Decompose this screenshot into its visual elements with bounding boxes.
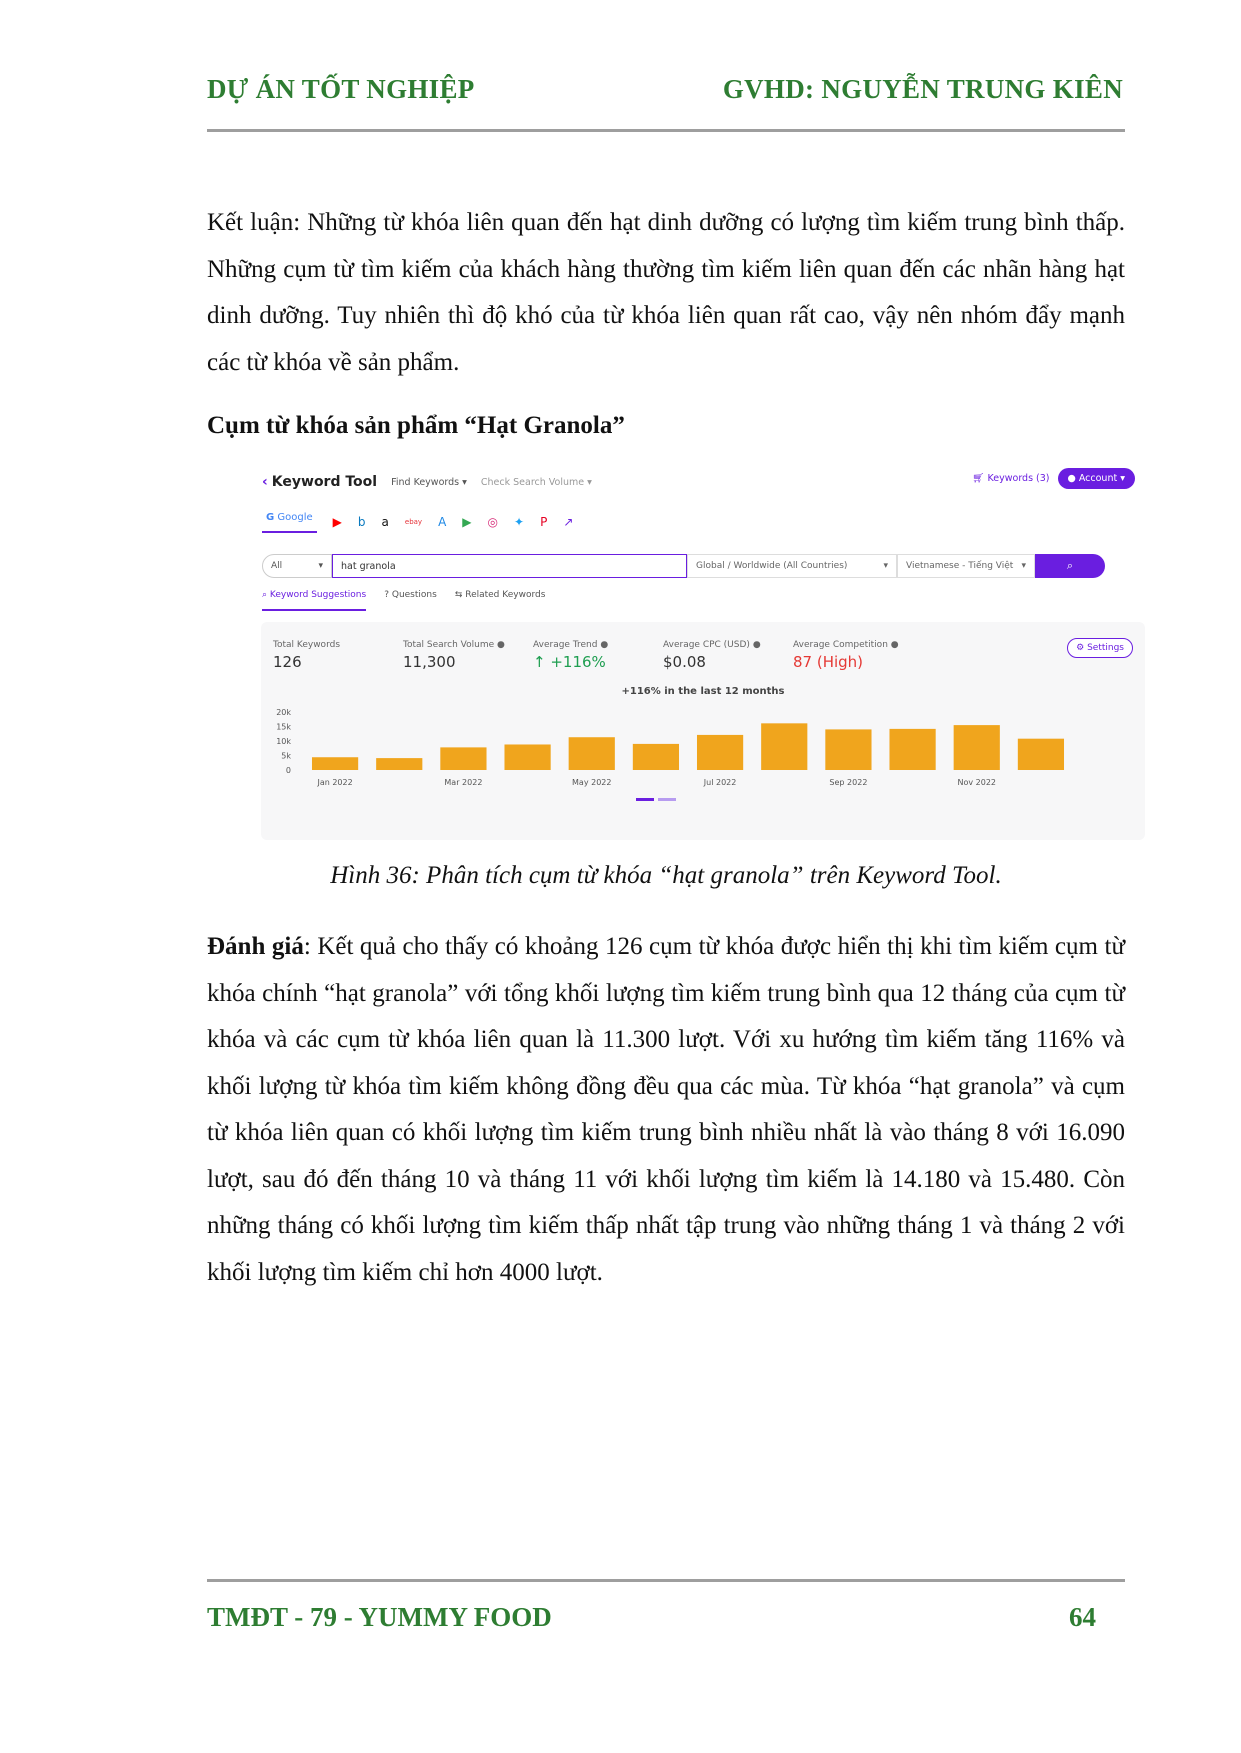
ebay-icon[interactable]: ebay xyxy=(404,517,423,526)
carousel-dot[interactable] xyxy=(658,798,676,801)
keywords-cart-label: Keywords (3) xyxy=(987,473,1050,484)
footer-left: TMĐT - 79 - YUMMY FOOD xyxy=(207,1602,552,1632)
metric-average-cpc xyxy=(663,640,761,671)
metric-label xyxy=(663,640,761,650)
check-search-volume-menu[interactable]: Check Search Volume ▾ xyxy=(480,476,592,488)
account-button[interactable] xyxy=(1058,468,1135,489)
metric-label xyxy=(533,640,608,650)
metric-value: ↑ +116% xyxy=(533,653,606,671)
settings-button[interactable]: ⚙ Settings xyxy=(1067,638,1133,658)
carousel-dots xyxy=(636,798,676,801)
caret-down-icon: ▾ xyxy=(1021,561,1026,571)
kt-topbar-right xyxy=(972,468,1135,489)
kt-logo-text: Keyword Tool xyxy=(271,474,378,490)
x-tick-label: Jan 2022 xyxy=(317,778,353,787)
bar-aug-2022[interactable] xyxy=(761,723,807,770)
x-tick-label: May 2022 xyxy=(572,778,612,787)
bar-apr-2022[interactable] xyxy=(504,744,550,770)
search-bar xyxy=(262,554,1145,578)
evaluation-text: : Kết quả cho thấy có khoảng 126 cụm từ khóa được hiển thị khi tìm kiếm cụm từ khóa chính “hạt granola” với tổng khối lượng tìm kiếm trung bình qua 12 tháng của cụm từ khóa và các cụm từ khóa liên quan là 11.300 lượt. Với xu hướng tìm kiếm tăng 116% và khối lượng từ khóa tìm kiếm không đồng đều qua các mùa. Từ khóa “hạt granola” và cụm từ khóa liên quan có khối lượng tìm kiếm trung bình nhiều nhất là vào tháng 8 với 16.090 lượt, sau đó đến tháng 10 và tháng 11 với khối lượng tìm kiếm là 14.180 và 15.480. Còn những tháng có khối lượng tìm kiếm thấp nhất tập trung vào những tháng 1 và tháng 2 với khối lượng tìm kiếm chỉ hơn 4000 lượt. xyxy=(207,933,1125,1286)
metric-label-text: Total Search Volume xyxy=(403,640,495,650)
bing-icon[interactable]: b xyxy=(357,514,366,529)
bar-jun-2022[interactable] xyxy=(633,744,679,770)
youtube-icon[interactable]: ▶ xyxy=(332,514,342,529)
search-scope-value: All xyxy=(271,561,283,571)
metric-label: Total Keywords xyxy=(273,640,341,650)
question-icon: ? xyxy=(384,590,392,600)
user-icon: ● xyxy=(1067,473,1079,484)
metric-label-text: Average CPC (USD) xyxy=(663,640,750,650)
info-icon: ● xyxy=(890,640,899,650)
evaluation-paragraph xyxy=(207,924,1125,1296)
section-heading: Cụm từ khóa sản phẩm “Hạt Granola” xyxy=(207,412,625,439)
trend-note: +116% in the last 12 months xyxy=(621,686,785,697)
tab-related-keywords[interactable] xyxy=(455,590,546,611)
language-select[interactable] xyxy=(897,554,1035,578)
metric-total-search-volume xyxy=(403,640,505,671)
bar-dec-2022[interactable] xyxy=(1018,739,1064,770)
bar-may-2022[interactable] xyxy=(569,737,615,770)
tab-questions-label: Questions xyxy=(391,590,437,600)
account-label: Account ▾ xyxy=(1078,473,1125,484)
find-keywords-menu[interactable]: Find Keywords ▾ xyxy=(391,476,467,488)
keywords-cart-link[interactable] xyxy=(972,473,1049,484)
info-icon: ● xyxy=(600,640,609,650)
metric-value: 87 (High) xyxy=(793,653,864,671)
metric-label xyxy=(403,640,505,650)
bar-jan-2022[interactable] xyxy=(312,757,358,770)
kt-logo[interactable] xyxy=(262,474,377,490)
result-tabs xyxy=(262,590,545,611)
metric-value: 11,300 xyxy=(403,653,456,671)
instagram-icon[interactable]: ◎ xyxy=(487,514,499,529)
search-scope-select[interactable] xyxy=(262,554,332,578)
metric-value: $0.08 xyxy=(663,653,706,671)
metrics-panel xyxy=(261,622,1145,840)
cart-icon: 🛒︎ xyxy=(972,473,988,484)
tab-keyword-suggestions[interactable] xyxy=(262,590,366,611)
kt-topbar xyxy=(262,474,592,490)
metric-average-competition xyxy=(793,640,899,671)
caret-down-icon: ▾ xyxy=(318,561,323,571)
bar-sep-2022[interactable] xyxy=(825,729,871,770)
related-icon: ⇆ xyxy=(454,590,466,600)
trends-icon[interactable]: ↗ xyxy=(563,514,574,529)
x-tick-label: Nov 2022 xyxy=(957,778,997,787)
search-icon: ⌕ xyxy=(1066,559,1074,572)
bar-mar-2022[interactable] xyxy=(440,747,486,770)
search-button[interactable] xyxy=(1035,554,1105,578)
search-input[interactable]: hat granola xyxy=(332,554,687,578)
page-number: 64 xyxy=(1069,1602,1096,1632)
bar-nov-2022[interactable] xyxy=(954,725,1000,770)
x-tick-label: Sep 2022 xyxy=(829,778,868,787)
header-rule xyxy=(207,129,1125,132)
metric-total-keywords xyxy=(273,640,340,671)
amazon-icon[interactable]: a xyxy=(381,514,389,529)
tab-questions[interactable] xyxy=(384,590,437,611)
pinterest-icon[interactable]: P xyxy=(540,514,548,529)
info-icon: ● xyxy=(752,640,761,650)
language-value: Vietnamese - Tiếng Việt xyxy=(906,561,1014,571)
bar-jul-2022[interactable] xyxy=(697,735,743,770)
y-tick-label: 15k xyxy=(276,722,291,732)
google-icon: G xyxy=(266,512,275,523)
info-icon: ● xyxy=(497,640,505,650)
metric-label-text: Average Trend xyxy=(533,640,598,650)
header-project-title: DỰ ÁN TỐT NGHIỆP xyxy=(207,74,475,104)
bar-feb-2022[interactable] xyxy=(376,758,422,770)
y-tick-label: 5k xyxy=(281,751,291,761)
search-volume-chart xyxy=(261,692,1145,802)
header-advisor: GVHD: NGUYỄN TRUNG KIÊN xyxy=(722,74,1123,104)
x-tick-label: Mar 2022 xyxy=(444,778,483,787)
metric-value: 126 xyxy=(273,653,302,671)
y-tick-label: 10k xyxy=(276,737,291,746)
twitter-icon[interactable]: ✦ xyxy=(514,514,525,529)
y-tick-label: 0 xyxy=(285,766,291,775)
platform-google[interactable] xyxy=(262,510,317,533)
kt-logo-icon: ‹ xyxy=(262,474,268,490)
metric-average-trend xyxy=(533,640,608,671)
bar-oct-2022[interactable] xyxy=(889,729,935,770)
carousel-dot-active[interactable] xyxy=(636,798,654,801)
keyword-tool-screenshot xyxy=(207,462,1145,849)
app-store-icon[interactable]: A xyxy=(438,514,447,529)
conclusion-paragraph: Kết luận: Những từ khóa liên quan đến hạt dinh dưỡng có lượng tìm kiếm trung bình thấp. Những cụm từ tìm kiếm của khách hàng thường tìm kiếm liên quan đến các nhãn hàng hạt dinh dưỡng. Tuy nhiên thì độ khó của từ khóa liên quan rất cao, vậy nên nhóm đẩy mạnh các từ khóa về sản phẩm. xyxy=(207,209,1125,376)
tab-keyword-suggestions-label: Keyword Suggestions xyxy=(269,590,367,600)
x-tick-label: Jul 2022 xyxy=(703,778,737,787)
location-select[interactable] xyxy=(687,554,897,578)
magnifier-icon: ⌕ xyxy=(262,590,270,600)
figure-caption: Hình 36: Phân tích cụm từ khóa “hạt granola” trên Keyword Tool. xyxy=(330,862,1002,889)
location-value: Global / Worldwide (All Countries) xyxy=(696,561,848,571)
y-tick-label: 20k xyxy=(276,708,291,717)
play-store-icon[interactable]: ▶ xyxy=(462,514,472,529)
platform-tabs xyxy=(262,510,573,533)
metric-label xyxy=(793,640,899,650)
platform-google-label: Google xyxy=(277,512,313,523)
tab-related-keywords-label: Related Keywords xyxy=(465,590,546,600)
caret-down-icon: ▾ xyxy=(883,561,888,571)
footer-rule xyxy=(207,1579,1125,1582)
metric-label-text: Average Competition xyxy=(793,640,888,650)
evaluation-label: Đánh giá xyxy=(207,933,304,960)
